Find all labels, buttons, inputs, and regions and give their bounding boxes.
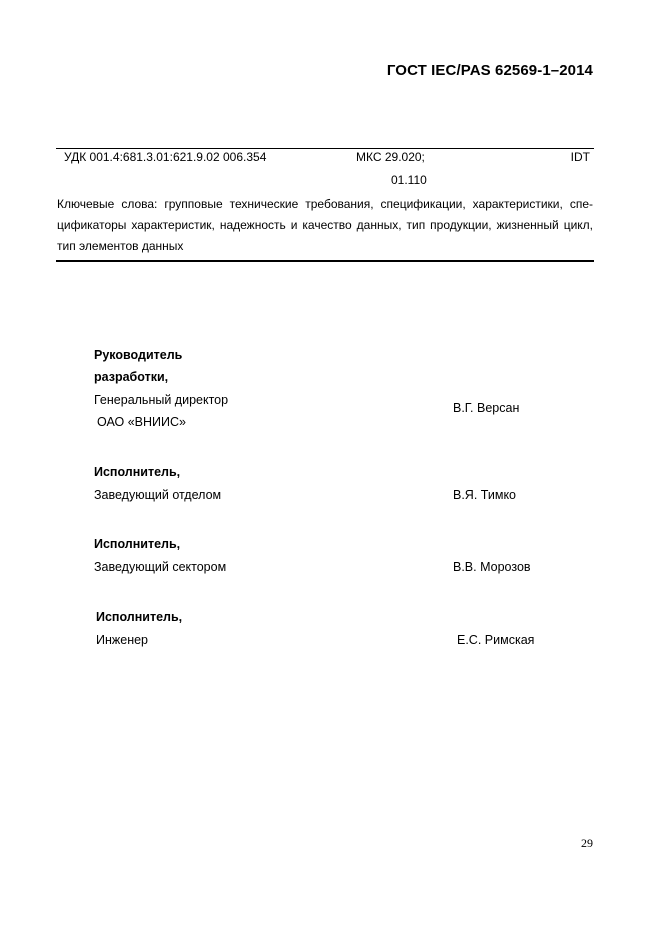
signature-role: Исполнитель, bbox=[94, 537, 181, 551]
standard-designation: ГОСТ IEC/PAS 62569-1–2014 bbox=[386, 62, 593, 79]
idt-label: IDT bbox=[570, 150, 590, 164]
signature-role: разработки, bbox=[94, 370, 169, 384]
mks-code-line1: МКС 29.020; bbox=[356, 150, 425, 164]
keywords-paragraph bbox=[57, 194, 593, 257]
signature-position: Заведующий отделом bbox=[94, 488, 222, 502]
signature-position: Заведующий сектором bbox=[94, 560, 227, 574]
page-number: 29 bbox=[581, 836, 593, 850]
udk-code: УДК 001.4:681.3.01:621.9.02 006.354 bbox=[64, 150, 267, 164]
mks-code-line2: 01.110 bbox=[391, 173, 427, 187]
top-divider bbox=[56, 148, 594, 149]
signature-position: Инженер bbox=[96, 633, 149, 647]
keywords-line: Ключевые слова: групповые технические требования, спецификации, характеристики, спе- bbox=[57, 197, 593, 211]
signature-role: Исполнитель, bbox=[94, 465, 181, 479]
keywords-line: цификаторы характеристик, надежность и качество данных, тип продукции, жизненный цикл, bbox=[57, 218, 593, 232]
signature-position: Генеральный директор bbox=[94, 393, 229, 407]
signature-role: Руководитель bbox=[94, 348, 183, 362]
signature-name: В.Я. Тимко bbox=[453, 488, 517, 502]
signature-name: В.В. Морозов bbox=[453, 560, 531, 574]
signature-name: Е.С. Римская bbox=[457, 633, 535, 647]
signature-role: Исполнитель, bbox=[96, 610, 183, 624]
bottom-divider bbox=[56, 260, 594, 262]
keywords-line: тип элементов данных bbox=[57, 239, 184, 253]
signature-position: ОАО «ВНИИС» bbox=[97, 415, 186, 429]
signature-name: В.Г. Версан bbox=[453, 401, 520, 415]
